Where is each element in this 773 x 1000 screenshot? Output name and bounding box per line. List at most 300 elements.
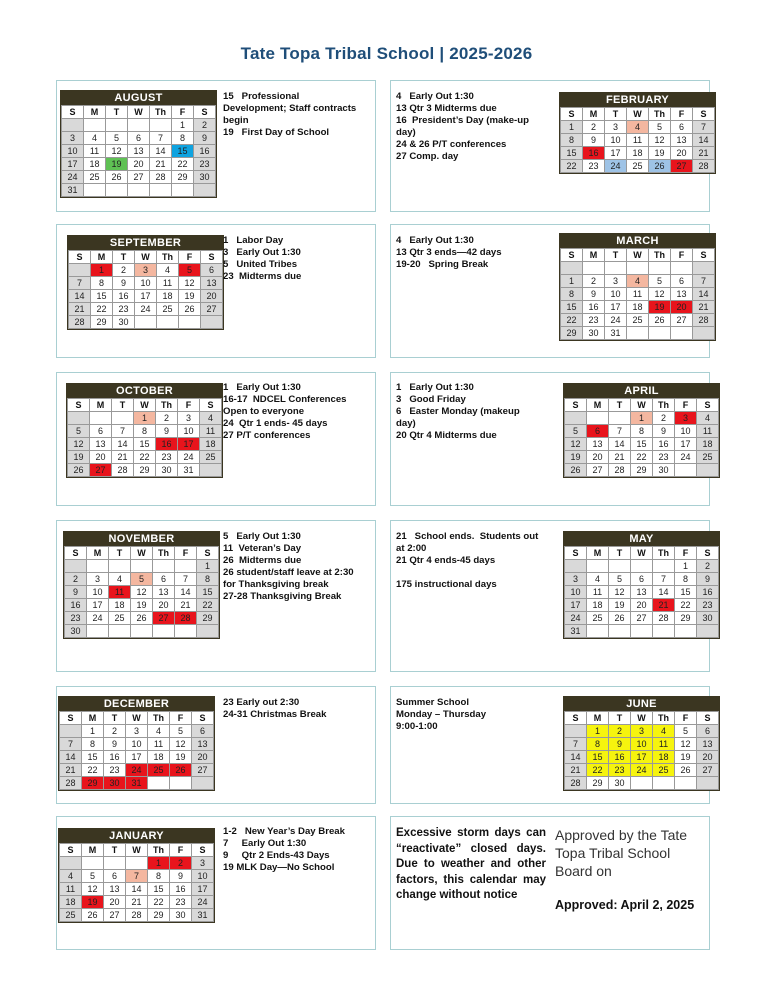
day-cell: 21 [126, 896, 148, 909]
day-cell: 24 [605, 160, 627, 173]
day-cell: 22 [587, 764, 609, 777]
day-cell: 28 [60, 777, 82, 790]
day-cell: 20 [104, 896, 126, 909]
weekday-header: T [106, 106, 128, 119]
day-cell [631, 777, 653, 790]
day-cell: 1 [587, 725, 609, 738]
day-cell: 20 [631, 599, 653, 612]
weekday-header: W [631, 399, 653, 412]
day-cell: 17 [631, 751, 653, 764]
day-cell: 19 [649, 147, 671, 160]
day-cell: 26 [131, 612, 153, 625]
day-cell: 7 [653, 573, 675, 586]
day-cell: 27 [153, 612, 175, 625]
day-cell: 30 [156, 464, 178, 477]
month-name: NOVEMBER [64, 532, 219, 546]
day-cell: 4 [653, 725, 675, 738]
day-cell: 12 [675, 738, 697, 751]
day-cell: 17 [565, 599, 587, 612]
day-cell: 18 [109, 599, 131, 612]
day-cell: 30 [170, 909, 192, 922]
weekday-header: S [565, 547, 587, 560]
day-cell: 3 [178, 412, 200, 425]
day-cell: 9 [113, 277, 135, 290]
week-row [565, 738, 719, 751]
day-cell: 2 [583, 275, 605, 288]
day-cell [109, 625, 131, 638]
day-cell: 15 [134, 438, 156, 451]
day-cell: 14 [609, 438, 631, 451]
weekday-header: Th [156, 399, 178, 412]
day-cell: 8 [134, 425, 156, 438]
day-cell: 5 [106, 132, 128, 145]
weekday-header: S [60, 844, 82, 857]
week-row [68, 438, 222, 451]
day-cell [104, 857, 126, 870]
day-cell: 11 [84, 145, 106, 158]
day-cell [561, 262, 583, 275]
day-cell [200, 464, 222, 477]
day-cell: 29 [134, 464, 156, 477]
day-cell: 13 [631, 586, 653, 599]
day-cell: 20 [201, 290, 223, 303]
weekday-header: M [87, 547, 109, 560]
calendar-august [60, 90, 217, 198]
weekday-header: S [693, 249, 715, 262]
week-row [62, 158, 216, 171]
week-row [561, 314, 715, 327]
day-cell [197, 625, 219, 638]
day-cell: 9 [583, 134, 605, 147]
day-cell: 6 [192, 725, 214, 738]
day-cell: 14 [60, 751, 82, 764]
day-cell [148, 777, 170, 790]
day-cell: 27 [697, 764, 719, 777]
day-cell: 11 [157, 277, 179, 290]
month-grid [560, 107, 715, 173]
weekday-header: M [82, 712, 104, 725]
calendar-january [58, 828, 215, 923]
day-cell [90, 412, 112, 425]
day-cell [697, 464, 719, 477]
weekday-header: M [583, 108, 605, 121]
day-cell: 7 [693, 275, 715, 288]
notes-may: 21 School ends. Students out at 2:00 21 Qtr 4 ends-45 days 175 instructional days [396, 531, 539, 590]
weekday-header: Th [153, 547, 175, 560]
day-cell: 12 [82, 883, 104, 896]
day-cell: 10 [87, 586, 109, 599]
day-cell [627, 262, 649, 275]
day-cell [157, 316, 179, 329]
day-cell: 8 [91, 277, 113, 290]
day-cell: 1 [197, 560, 219, 573]
notes-november: 5 Early Out 1:30 11 Veteran’s Day 26 Midterms due 26 student/staff leave at 2:30 for Thanksgiving break 27-28 Thanksgiving Break [223, 531, 354, 602]
weekday-header: S [561, 249, 583, 262]
day-cell: 21 [69, 303, 91, 316]
weekday-header: W [126, 844, 148, 857]
day-cell: 31 [126, 777, 148, 790]
day-cell [565, 412, 587, 425]
day-cell: 3 [62, 132, 84, 145]
day-cell: 30 [653, 464, 675, 477]
day-cell: 13 [201, 277, 223, 290]
day-cell: 15 [675, 586, 697, 599]
day-cell: 8 [148, 870, 170, 883]
day-cell: 15 [148, 883, 170, 896]
week-row [565, 599, 719, 612]
day-cell: 28 [693, 314, 715, 327]
day-cell: 15 [587, 751, 609, 764]
day-cell: 6 [671, 275, 693, 288]
week-row [65, 586, 219, 599]
week-row [62, 132, 216, 145]
day-cell: 15 [561, 301, 583, 314]
weekday-header: Th [653, 399, 675, 412]
calendar-february [559, 92, 716, 174]
week-row [60, 857, 214, 870]
day-cell [194, 184, 216, 197]
day-cell: 1 [134, 412, 156, 425]
weekday-header: T [104, 844, 126, 857]
week-row [561, 288, 715, 301]
day-cell: 25 [84, 171, 106, 184]
week-row [60, 725, 214, 738]
day-cell: 29 [172, 171, 194, 184]
day-cell: 27 [631, 612, 653, 625]
day-cell: 12 [131, 586, 153, 599]
day-cell: 26 [565, 464, 587, 477]
day-cell [84, 184, 106, 197]
weekday-header: F [675, 712, 697, 725]
day-cell: 31 [565, 625, 587, 638]
day-cell: 24 [135, 303, 157, 316]
day-cell: 17 [675, 438, 697, 451]
day-cell: 2 [65, 573, 87, 586]
day-cell [128, 184, 150, 197]
day-cell: 20 [192, 751, 214, 764]
day-cell: 8 [561, 134, 583, 147]
day-cell: 26 [106, 171, 128, 184]
day-cell [179, 316, 201, 329]
day-cell: 16 [113, 290, 135, 303]
day-cell: 2 [156, 412, 178, 425]
day-cell: 8 [675, 573, 697, 586]
day-cell: 4 [697, 412, 719, 425]
day-cell: 18 [200, 438, 222, 451]
day-cell: 1 [561, 275, 583, 288]
day-cell: 28 [653, 612, 675, 625]
day-cell: 10 [62, 145, 84, 158]
weekday-header: T [609, 547, 631, 560]
weekday-header: S [69, 251, 91, 264]
day-cell: 31 [605, 327, 627, 340]
week-row [62, 145, 216, 158]
day-cell: 17 [178, 438, 200, 451]
week-row [565, 412, 719, 425]
day-cell: 14 [653, 586, 675, 599]
storm-days-note: Excessive storm days can “reactivate” closed days. Due to weather and other factors, this calendar may change without notice [396, 827, 546, 901]
day-cell: 9 [583, 288, 605, 301]
weekday-header: Th [653, 712, 675, 725]
day-cell: 11 [697, 425, 719, 438]
day-cell: 20 [671, 147, 693, 160]
day-cell: 24 [605, 314, 627, 327]
day-cell [106, 184, 128, 197]
day-cell: 25 [587, 612, 609, 625]
day-cell: 7 [693, 121, 715, 134]
day-cell: 19 [675, 751, 697, 764]
day-cell: 10 [631, 738, 653, 751]
day-cell: 11 [109, 586, 131, 599]
day-cell: 22 [197, 599, 219, 612]
day-cell: 20 [128, 158, 150, 171]
day-cell: 25 [200, 451, 222, 464]
weekday-header: S [192, 712, 214, 725]
day-cell: 14 [693, 288, 715, 301]
weekday-header: M [587, 712, 609, 725]
day-cell: 26 [675, 764, 697, 777]
week-row [60, 883, 214, 896]
day-cell: 12 [106, 145, 128, 158]
day-cell: 25 [109, 612, 131, 625]
day-cell: 5 [675, 725, 697, 738]
day-cell: 6 [697, 725, 719, 738]
day-cell: 23 [65, 612, 87, 625]
day-cell: 29 [82, 777, 104, 790]
day-cell: 12 [649, 288, 671, 301]
week-row [561, 121, 715, 134]
day-cell: 19 [68, 451, 90, 464]
month-grid [59, 711, 214, 790]
day-cell: 18 [157, 290, 179, 303]
week-row [60, 764, 214, 777]
notes-december: 23 Early out 2:30 24-31 Christmas Break [223, 697, 327, 720]
week-row [60, 870, 214, 883]
calendar-september [67, 235, 224, 330]
week-row [565, 451, 719, 464]
day-cell: 22 [675, 599, 697, 612]
day-cell: 18 [148, 751, 170, 764]
day-cell: 2 [170, 857, 192, 870]
weekday-header: W [631, 712, 653, 725]
day-cell: 30 [609, 777, 631, 790]
day-cell: 18 [84, 158, 106, 171]
day-cell: 9 [194, 132, 216, 145]
week-row [565, 425, 719, 438]
day-cell: 24 [87, 612, 109, 625]
weekday-header: S [192, 844, 214, 857]
weekday-header: T [605, 249, 627, 262]
weekday-header: F [170, 712, 192, 725]
notes-august: 15 Professional Development; Staff contracts begin 19 First Day of School [223, 91, 357, 138]
day-cell [106, 119, 128, 132]
day-cell: 29 [587, 777, 609, 790]
day-cell: 9 [156, 425, 178, 438]
weekday-header: F [178, 399, 200, 412]
week-row [565, 560, 719, 573]
day-cell [609, 560, 631, 573]
month-grid [59, 843, 214, 922]
day-cell: 1 [675, 560, 697, 573]
day-cell: 6 [90, 425, 112, 438]
page-title: Tate Topa Tribal School | 2025-2026 [240, 44, 533, 63]
day-cell: 19 [649, 301, 671, 314]
day-cell: 11 [60, 883, 82, 896]
week-row [60, 751, 214, 764]
day-cell [131, 625, 153, 638]
day-cell: 2 [609, 725, 631, 738]
day-cell: 22 [561, 314, 583, 327]
week-row [68, 412, 222, 425]
day-cell: 9 [697, 573, 719, 586]
day-cell: 17 [605, 301, 627, 314]
day-cell: 24 [62, 171, 84, 184]
weekday-header: W [128, 106, 150, 119]
day-cell: 4 [148, 725, 170, 738]
day-cell: 4 [200, 412, 222, 425]
day-cell: 18 [627, 147, 649, 160]
day-cell: 7 [112, 425, 134, 438]
day-cell [675, 625, 697, 638]
day-cell: 29 [197, 612, 219, 625]
day-cell: 1 [91, 264, 113, 277]
day-cell: 11 [627, 288, 649, 301]
day-cell: 29 [148, 909, 170, 922]
day-cell [587, 560, 609, 573]
day-cell: 19 [609, 599, 631, 612]
calendar-june [563, 696, 720, 791]
day-cell: 8 [197, 573, 219, 586]
day-cell [565, 560, 587, 573]
day-cell: 10 [135, 277, 157, 290]
weekday-header: S [194, 106, 216, 119]
day-cell: 24 [178, 451, 200, 464]
day-cell: 23 [104, 764, 126, 777]
day-cell: 17 [192, 883, 214, 896]
day-cell: 24 [675, 451, 697, 464]
weekday-header: F [179, 251, 201, 264]
day-cell [675, 777, 697, 790]
calendar-december [58, 696, 215, 791]
day-cell [135, 316, 157, 329]
day-cell: 22 [91, 303, 113, 316]
week-row [69, 277, 223, 290]
day-cell [172, 184, 194, 197]
day-cell: 15 [91, 290, 113, 303]
day-cell: 15 [197, 586, 219, 599]
day-cell: 19 [179, 290, 201, 303]
weekday-header: F [170, 844, 192, 857]
day-cell [671, 262, 693, 275]
day-cell: 11 [148, 738, 170, 751]
day-cell: 16 [653, 438, 675, 451]
weekday-header: S [200, 399, 222, 412]
day-cell: 26 [609, 612, 631, 625]
week-row [565, 612, 719, 625]
day-cell: 7 [60, 738, 82, 751]
day-cell: 23 [583, 314, 605, 327]
day-cell: 31 [192, 909, 214, 922]
day-cell [153, 625, 175, 638]
day-cell: 6 [128, 132, 150, 145]
day-cell: 4 [84, 132, 106, 145]
day-cell [126, 857, 148, 870]
day-cell: 19 [565, 451, 587, 464]
day-cell: 4 [60, 870, 82, 883]
weekday-header: W [627, 108, 649, 121]
day-cell: 23 [653, 451, 675, 464]
day-cell: 13 [104, 883, 126, 896]
day-cell: 8 [172, 132, 194, 145]
day-cell [697, 777, 719, 790]
day-cell: 4 [109, 573, 131, 586]
day-cell: 8 [82, 738, 104, 751]
day-cell: 29 [631, 464, 653, 477]
day-cell: 8 [631, 425, 653, 438]
day-cell: 9 [170, 870, 192, 883]
day-cell: 26 [82, 909, 104, 922]
week-row [561, 134, 715, 147]
day-cell: 14 [112, 438, 134, 451]
weekday-header: S [197, 547, 219, 560]
weekday-header: F [675, 399, 697, 412]
day-cell: 13 [587, 438, 609, 451]
week-row [561, 327, 715, 340]
day-cell: 5 [82, 870, 104, 883]
weekday-header: M [82, 844, 104, 857]
approval-date: Approved: April 2, 2025 [555, 898, 695, 912]
day-cell: 5 [565, 425, 587, 438]
day-cell: 3 [126, 725, 148, 738]
day-cell: 15 [631, 438, 653, 451]
weekday-header: Th [148, 844, 170, 857]
day-cell: 21 [693, 301, 715, 314]
day-cell [153, 560, 175, 573]
day-cell: 27 [192, 764, 214, 777]
week-row [565, 764, 719, 777]
weekday-header: S [693, 108, 715, 121]
day-cell [605, 262, 627, 275]
day-cell: 25 [653, 764, 675, 777]
weekday-header: M [587, 399, 609, 412]
weekday-header: Th [653, 547, 675, 560]
day-cell: 3 [675, 412, 697, 425]
day-cell: 19 [170, 751, 192, 764]
day-cell: 1 [631, 412, 653, 425]
day-cell: 18 [697, 438, 719, 451]
week-row [69, 290, 223, 303]
week-row [60, 896, 214, 909]
day-cell: 10 [565, 586, 587, 599]
day-cell: 10 [178, 425, 200, 438]
day-cell: 28 [609, 464, 631, 477]
day-cell: 26 [649, 314, 671, 327]
day-cell: 16 [697, 586, 719, 599]
weekday-header: M [587, 547, 609, 560]
day-cell: 22 [148, 896, 170, 909]
month-name: FEBRUARY [560, 93, 715, 107]
week-row [565, 751, 719, 764]
day-cell: 9 [65, 586, 87, 599]
day-cell [201, 316, 223, 329]
day-cell [649, 262, 671, 275]
weekday-header: M [90, 399, 112, 412]
month-name: JANUARY [59, 829, 214, 843]
day-cell: 13 [90, 438, 112, 451]
day-cell: 28 [175, 612, 197, 625]
day-cell: 1 [172, 119, 194, 132]
day-cell: 27 [104, 909, 126, 922]
